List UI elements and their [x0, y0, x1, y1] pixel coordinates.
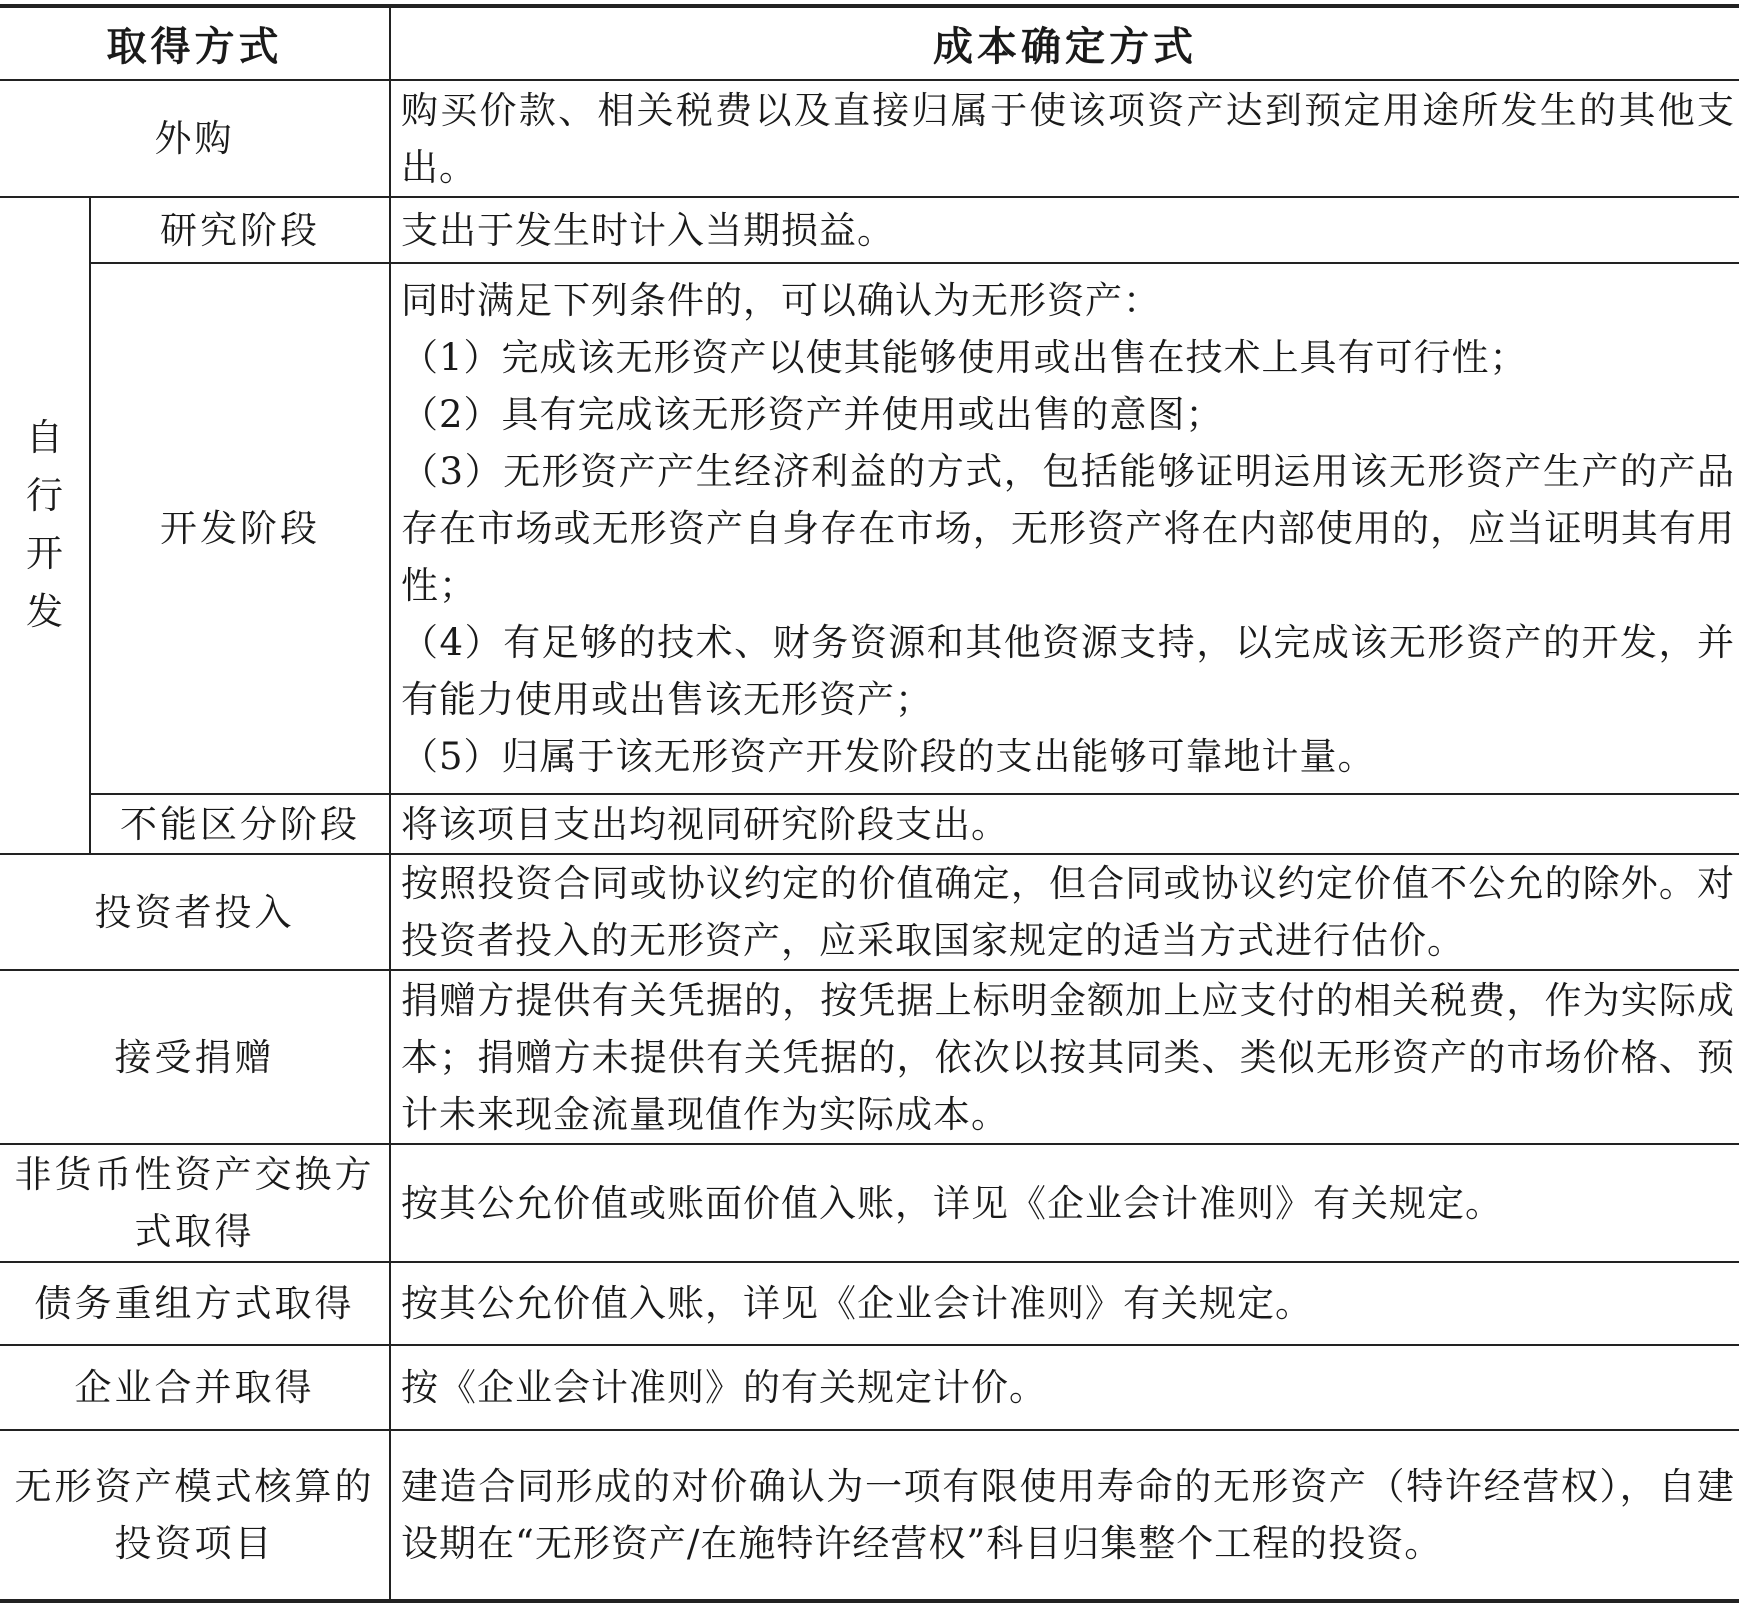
row-content: 按其公允价值入账，详见《企业会计准则》有关规定。: [390, 1262, 1739, 1345]
row-label: 非货币性资产交换方式取得: [0, 1144, 390, 1262]
table-row-touzizhe: [0, 854, 1739, 971]
table-row-moshi: [0, 1430, 1739, 1601]
table-row-zhaiwu: [0, 1262, 1739, 1345]
condition-item: （3）无形资产产生经济利益的方式，包括能够证明运用该无形资产生产的产品存在市场或无形资产自身存在市场，无形资产将在内部使用的，应当证明其有用性；: [401, 450, 1735, 608]
table-row-yanjiu: [0, 197, 1739, 263]
condition-item: （4）有足够的技术、财务资源和其他资源支持，以完成该无形资产的开发，并有能力使用或出售该无形资产；: [401, 621, 1735, 722]
condition-intro: 同时满足下列条件的，可以确认为无形资产：: [401, 279, 1161, 323]
row-label: 外购: [0, 80, 390, 197]
row-content: 捐赠方提供有关凭据的，按凭据上标明金额加上应支付的相关税费，作为实际成本；捐赠方未提供有关凭据的，依次以按其同类、类似无形资产的市场价格、预计未来现金流量现值作为实际成本。: [390, 970, 1739, 1144]
row-label: 投资者投入: [0, 854, 390, 971]
table-row-kaifa: [0, 263, 1739, 794]
table-row-feihuobi: [0, 1144, 1739, 1262]
row-content: 建造合同形成的对价确认为一项有限使用寿命的无形资产（特许经营权），自建设期在“无形资产/在施特许经营权”科目归集整个工程的投资。: [390, 1430, 1739, 1601]
condition-item: （5）归属于该无形资产开发阶段的支出能够可靠地计量。: [401, 735, 1376, 779]
row-label: 接受捐赠: [0, 970, 390, 1144]
row-content: 按《企业会计准则》的有关规定计价。: [390, 1345, 1739, 1429]
table-row-buneng: [0, 794, 1739, 853]
header-acquisition-method: 取得方式: [0, 6, 390, 80]
condition-item: （2）具有完成该无形资产并使用或出售的意图；: [401, 393, 1224, 437]
row-label: 不能区分阶段: [90, 794, 390, 853]
table-header-row: [0, 6, 1739, 80]
condition-item: （1）完成该无形资产以使其能够使用或出售在技术上具有可行性；: [401, 336, 1528, 380]
row-label: 开发阶段: [90, 263, 390, 794]
row-content-list: [390, 263, 1739, 794]
row-content: 购买价款、相关税费以及直接归属于使该项资产达到预定用途所发生的其他支出。: [390, 80, 1739, 197]
row-content: 将该项目支出均视同研究阶段支出。: [390, 794, 1739, 853]
row-label: 无形资产模式核算的投资项目: [0, 1430, 390, 1601]
table-row-juanzeng: [0, 970, 1739, 1144]
cost-determination-table-container: [0, 4, 1739, 1603]
cost-determination-table: [0, 4, 1739, 1603]
table-row-waigou: [0, 80, 1739, 197]
group-label-zixing: 自行开发: [0, 197, 90, 854]
row-content: 按其公允价值或账面价值入账，详见《企业会计准则》有关规定。: [390, 1144, 1739, 1262]
table-row-hebing: [0, 1345, 1739, 1429]
row-label: 债务重组方式取得: [0, 1262, 390, 1345]
row-label: 研究阶段: [90, 197, 390, 263]
row-content: 按照投资合同或协议约定的价值确定，但合同或协议约定价值不公允的除外。对投资者投入的无形资产，应采取国家规定的适当方式进行估价。: [390, 854, 1739, 971]
row-label: 企业合并取得: [0, 1345, 390, 1429]
row-content: 支出于发生时计入当期损益。: [390, 197, 1739, 263]
header-cost-method: 成本确定方式: [390, 6, 1739, 80]
